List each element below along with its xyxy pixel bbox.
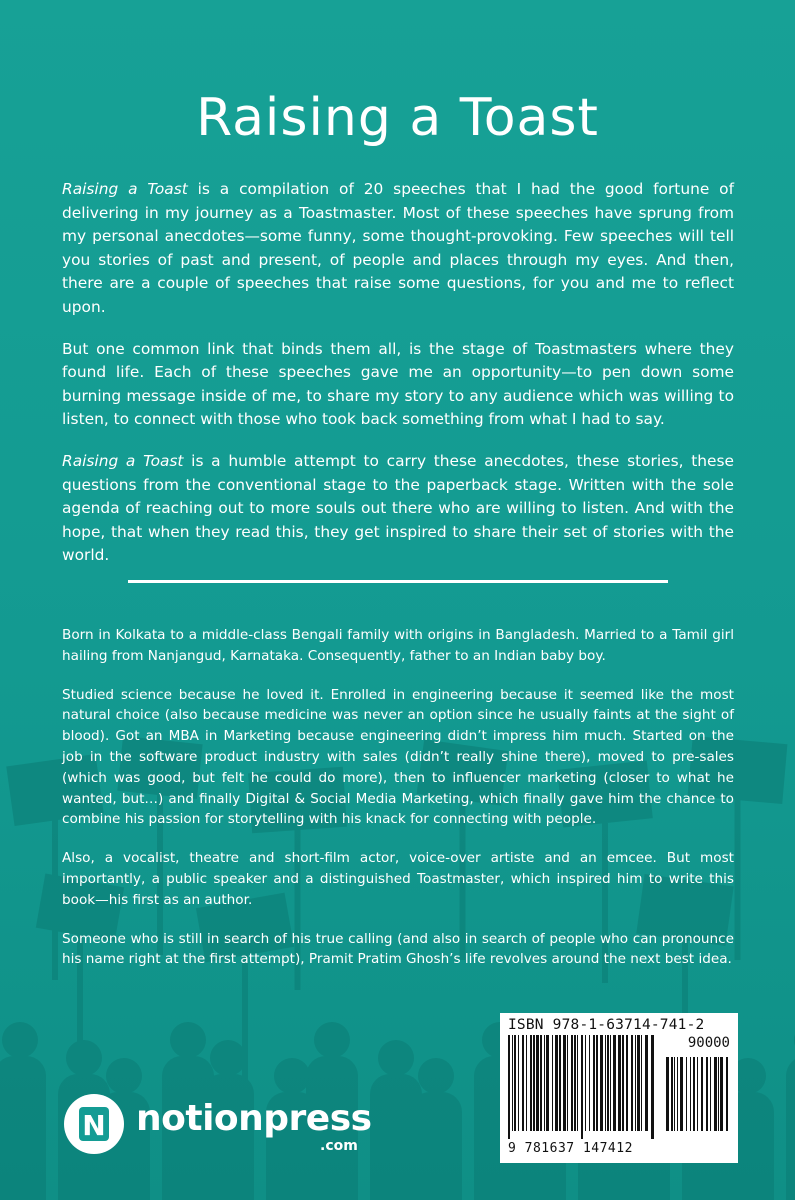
barcode-bar bbox=[610, 1035, 611, 1131]
crowd-head bbox=[106, 1058, 142, 1094]
barcode-bar bbox=[574, 1035, 576, 1131]
barcode-bar bbox=[546, 1035, 549, 1131]
barcode-bar bbox=[651, 1035, 654, 1139]
barcode-bar bbox=[726, 1057, 728, 1131]
barcode-bar bbox=[589, 1035, 590, 1131]
barcode-bar bbox=[693, 1057, 695, 1131]
barcode-bar bbox=[596, 1035, 598, 1131]
barcode-bar bbox=[677, 1057, 678, 1131]
blurb-text: is a humble attempt to carry these anecdotes, these stories, these questions from the conventional stage to the paperback stage. Written with the sole agenda of reaching out to more souls out there who are willing to listen. And with the hope, that when they read this, they get inspired to share their set of stories with the world. bbox=[62, 451, 734, 565]
book-blurb bbox=[62, 178, 734, 586]
barcode-bar bbox=[697, 1057, 698, 1131]
notionpress-n-icon bbox=[62, 1092, 126, 1156]
barcode-bar bbox=[559, 1035, 561, 1131]
blurb-paragraph-3 bbox=[62, 450, 734, 568]
barcode-bar bbox=[563, 1035, 566, 1131]
barcode-bar bbox=[686, 1057, 687, 1131]
bio-paragraph-3: Also, a vocalist, theatre and short-film actor, voice-over artiste and an emcee. But most importantly, a public speaker and a distinguished Toastmaster, which inspired him to write this book—his first as an author. bbox=[62, 850, 734, 908]
barcode-bar bbox=[526, 1035, 527, 1131]
crowd-head bbox=[66, 1040, 102, 1076]
isbn-label: ISBN 978-1-63714-741-2 bbox=[508, 1017, 705, 1033]
barcode-bar bbox=[522, 1035, 524, 1131]
barcode-bar bbox=[607, 1035, 609, 1131]
barcode-bar bbox=[533, 1035, 535, 1131]
crowd-head bbox=[210, 1040, 246, 1076]
barcode-bar bbox=[544, 1035, 545, 1131]
barcode-bar bbox=[593, 1035, 595, 1131]
barcode-bar bbox=[508, 1035, 510, 1139]
barcode-bar bbox=[626, 1035, 628, 1131]
bio-paragraph-2: Studied science because he loved it. Enrolled in engineering because it seemed like the most natural choice (also because medicine was never an option since he usually faints at the sight of blood). Got an MBA in Marketing because engineering didn’t impress him much. Started on the job in the software product industry with sales (didn’t really shine there), moved to pre-sales (which was good, but felt he could do more), then to influencer marketing (closer to what he wanted, but…) and finally Digital & Social Media Marketing, which finally gave him the chance to combine his passion for storytelling with his knack for connecting with people. bbox=[62, 686, 734, 828]
barcode-bar bbox=[714, 1057, 717, 1131]
blurb-title-italic: Raising a Toast bbox=[62, 451, 184, 470]
blurb-paragraph-2: But one common link that binds them all, is the stage of Toastmasters where they found life. Each of these speeches gave me an opportunity—to pen down some burning message inside of me, to share my story to any audience which was willing to listen, to connect with those who took back something from what I had to say. bbox=[62, 339, 734, 429]
barcode-bar bbox=[635, 1035, 636, 1131]
barcode-bar bbox=[518, 1035, 519, 1131]
crowd-body bbox=[786, 1056, 795, 1200]
publisher-logo bbox=[62, 1092, 372, 1156]
barcode-bar bbox=[512, 1035, 513, 1131]
barcode-bar bbox=[613, 1035, 616, 1131]
barcode-bar bbox=[530, 1035, 532, 1131]
barcode-bar bbox=[671, 1057, 673, 1131]
barcode-bar bbox=[567, 1035, 568, 1131]
crowd-head bbox=[170, 1022, 206, 1058]
barcode-bar bbox=[690, 1057, 691, 1131]
crowd-sign-stick bbox=[735, 800, 741, 960]
barcode-bar bbox=[514, 1035, 516, 1131]
barcode-bar bbox=[552, 1035, 553, 1131]
barcode-bar bbox=[622, 1035, 624, 1131]
author-bio bbox=[62, 625, 734, 988]
barcode-bar bbox=[680, 1057, 683, 1131]
barcode-bar bbox=[641, 1035, 642, 1131]
barcode-bar bbox=[701, 1057, 703, 1131]
barcode-bar bbox=[618, 1035, 621, 1131]
crowd-head bbox=[418, 1058, 454, 1094]
barcode-digits: 9 781637 147412 bbox=[508, 1141, 633, 1156]
price-code: 90000 bbox=[687, 1035, 730, 1051]
barcode-bar bbox=[571, 1035, 573, 1131]
barcode-bar bbox=[666, 1057, 669, 1131]
barcode-bar bbox=[710, 1057, 711, 1131]
barcode-bar bbox=[706, 1057, 708, 1131]
bio-paragraph-1: Born in Kolkata to a middle-class Bengali family with origins in Bangladesh. Married to a Tamil girl hailing from Nanjangud, Karnataka. Consequently, father to an Indian baby boy. bbox=[62, 627, 734, 664]
barcode-bar bbox=[555, 1035, 558, 1131]
barcode-bar bbox=[536, 1035, 539, 1131]
crowd-head bbox=[378, 1040, 414, 1076]
book-title: Raising a Toast bbox=[196, 88, 599, 148]
bio-paragraph-4: Someone who is still in search of his true calling (and also in search of people who can pronounce his name right at the first attempt), Pramit Pratim Ghosh’s life revolves around the next best idea. bbox=[62, 930, 734, 968]
crowd-head bbox=[314, 1022, 350, 1058]
crowd-body bbox=[0, 1056, 46, 1200]
barcode-bar bbox=[600, 1035, 603, 1131]
publisher-suffix: .com bbox=[320, 1138, 358, 1154]
barcode-bar bbox=[645, 1035, 648, 1131]
crowd-head bbox=[274, 1058, 310, 1094]
barcode-bar bbox=[674, 1057, 675, 1131]
publisher-name: notionpress bbox=[136, 1098, 372, 1139]
isbn-barcode bbox=[500, 1013, 738, 1163]
barcode-bar bbox=[540, 1035, 542, 1131]
barcode-bar bbox=[718, 1057, 719, 1131]
barcode-bar bbox=[631, 1035, 633, 1131]
blurb-text: is a compilation of 20 speeches that I had the good fortune of delivering in my journey as a Toastmaster. Most of these speeches have sprung from my personal anecdotes—some funny, some thought-provoking. Few speeches will tell you stories of past and present, of people and places through my eyes. And then, there are a couple of speeches that raise some questions, for you and me to reflect upon. bbox=[62, 180, 734, 316]
crowd-head bbox=[2, 1022, 38, 1058]
barcode-bar bbox=[581, 1035, 583, 1139]
barcode-bar bbox=[585, 1035, 586, 1131]
blurb-title-italic: Raising a Toast bbox=[62, 180, 188, 198]
barcode-bar bbox=[605, 1035, 606, 1131]
section-divider bbox=[128, 580, 668, 583]
logo-mark-letter: N bbox=[82, 1109, 106, 1142]
barcode-bar bbox=[720, 1057, 723, 1131]
barcode-bar bbox=[637, 1035, 640, 1131]
blurb-paragraph-1 bbox=[62, 178, 734, 320]
crowd-body bbox=[410, 1092, 462, 1200]
barcode-bar bbox=[577, 1035, 578, 1131]
